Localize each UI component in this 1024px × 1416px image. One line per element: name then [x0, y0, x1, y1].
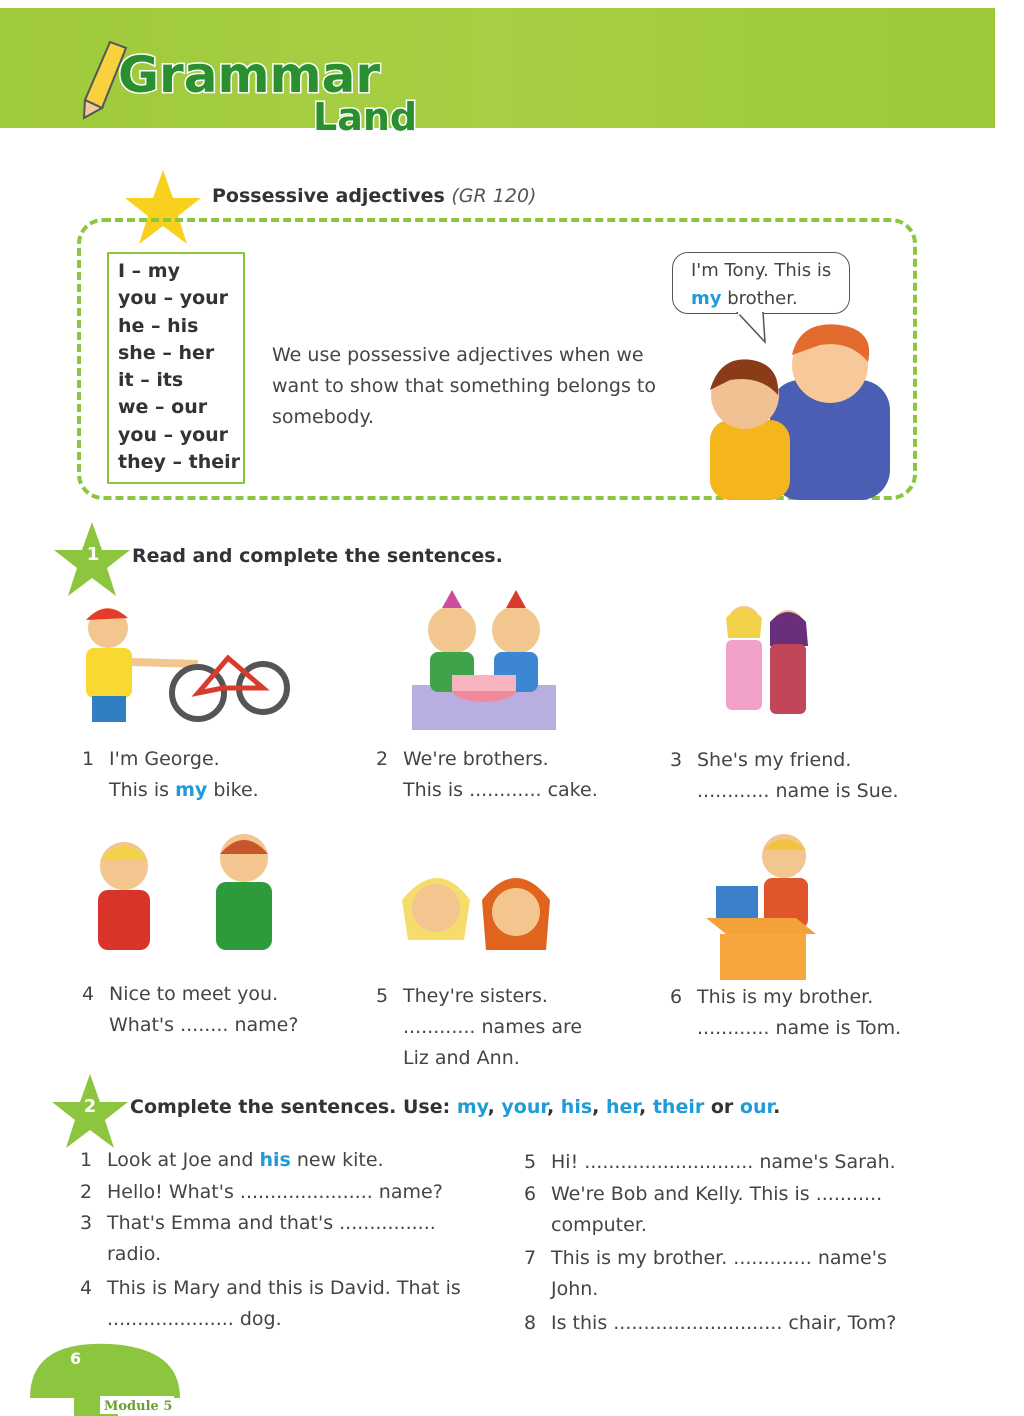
item-line: Nice to meet you. — [109, 983, 279, 1005]
item-number: 3 — [80, 1212, 93, 1234]
instruction-text: Complete the sentences. Use: — [130, 1096, 451, 1118]
item-line: radio. — [107, 1243, 162, 1265]
pronoun-pair: it – its — [118, 369, 184, 392]
item-line: That's Emma and that's ................ — [107, 1212, 436, 1234]
item-number: 4 — [82, 983, 95, 1005]
brothers-cake-picture — [412, 590, 556, 730]
two-boys-greeting-picture — [84, 826, 304, 954]
george-bike-picture — [78, 598, 290, 726]
ex1-item-5 — [376, 981, 646, 1074]
pronoun-pair: you – your — [118, 287, 229, 310]
item-line: ..................... dog. — [107, 1308, 282, 1330]
page-number: 6 — [70, 1349, 82, 1368]
item-line-end: bike. — [213, 779, 259, 801]
word-option: our — [739, 1096, 774, 1118]
word-option: my — [456, 1096, 488, 1118]
item-line: They're sisters. — [403, 985, 548, 1007]
pronoun-pair: we – our — [118, 396, 208, 419]
ex2-item-8 — [524, 1308, 924, 1339]
item-line: Is this ............................ chair, Tom? — [551, 1312, 897, 1334]
grammar-ref: (GR 120) — [451, 185, 537, 207]
pronoun-pair: he – his — [118, 314, 199, 337]
item-line: Liz and Ann. — [403, 1047, 520, 1069]
ex1-item-1 — [82, 744, 342, 806]
logo-title: Grammar — [118, 46, 381, 104]
exercise-1-instruction: Read and complete the sentences. — [132, 545, 503, 567]
item-line: She's my friend. — [697, 749, 852, 771]
item-line: This is — [109, 779, 170, 801]
pronoun-pair: I – my — [118, 260, 180, 282]
boys-illustration — [700, 320, 910, 500]
item-line: ............ name is Tom. — [697, 1017, 902, 1039]
item-number: 6 — [670, 986, 683, 1008]
page-badge — [30, 1340, 190, 1416]
item-line: ............ name is Sue. — [697, 780, 899, 802]
item-number: 7 — [524, 1247, 537, 1269]
item-line: We're brothers. — [403, 748, 549, 770]
item-line: Hi! ............................ name's Sarah. — [551, 1151, 896, 1173]
bubble-highlight: my — [691, 288, 722, 309]
speech-bubble — [672, 252, 850, 314]
item-line: This is my brother. — [697, 986, 874, 1008]
ex1-item-6 — [670, 982, 930, 1044]
logo-subtitle: Land — [313, 95, 418, 139]
ex2-item-7 — [524, 1243, 924, 1305]
item-line: This is my brother. ............. name's — [551, 1247, 887, 1269]
tom-computer-picture — [706, 822, 830, 982]
item-number: 1 — [80, 1149, 93, 1171]
girls-friends-picture — [716, 598, 816, 724]
ex2-item-6 — [524, 1179, 924, 1241]
pronoun-pair: you – your — [118, 423, 229, 446]
item-number: 1 — [82, 748, 95, 770]
answer-highlight: his — [259, 1149, 291, 1171]
ex2-item-1 — [80, 1145, 500, 1176]
answer-highlight: my — [175, 779, 208, 801]
item-number: 2 — [376, 748, 389, 770]
item-line: computer. — [551, 1214, 647, 1236]
grammar-heading — [212, 185, 536, 207]
item-line: Look at Joe and — [107, 1149, 254, 1171]
item-line: Hello! What's ...................... name? — [107, 1181, 443, 1203]
item-line: This is ............ cake. — [403, 779, 598, 801]
item-number: 4 — [80, 1277, 93, 1299]
item-number: 8 — [524, 1312, 537, 1334]
item-number: 5 — [376, 985, 389, 1007]
rule-text: We use possessive adjectives when we want to show that something belongs to somebody. — [272, 344, 656, 428]
ex2-item-4 — [80, 1273, 500, 1335]
ex2-item-5 — [524, 1147, 924, 1178]
item-number: 6 — [524, 1183, 537, 1205]
pronoun-pair: they – their — [118, 451, 240, 474]
sisters-picture — [398, 860, 554, 950]
pronoun-pair: she – her — [118, 341, 215, 364]
word-option: their — [652, 1096, 705, 1118]
exercise-1-number: 1 — [86, 544, 100, 565]
item-line: I'm George. — [109, 748, 220, 770]
item-line: John. — [551, 1278, 599, 1300]
module-label: Module 5 — [104, 1399, 173, 1414]
word-option: her — [606, 1096, 639, 1118]
bubble-text: I'm Tony. This is — [691, 260, 832, 281]
bubble-text-end: brother. — [727, 288, 798, 309]
ex2-item-3 — [80, 1208, 500, 1270]
item-number: 3 — [670, 749, 683, 771]
exercise-2-number: 2 — [83, 1096, 97, 1117]
exercise-2-instruction: Complete the sentences. Use: my, your, his, her, their or our. — [130, 1096, 781, 1118]
ex1-item-2 — [376, 744, 646, 806]
or-text: or — [710, 1096, 734, 1118]
ex1-item-4 — [82, 979, 342, 1041]
grammar-title: Possessive adjectives — [212, 185, 445, 207]
grammar-land-logo — [80, 30, 460, 140]
pronoun-pairs-box — [107, 252, 245, 484]
word-option: your — [501, 1096, 547, 1118]
item-line-end: new kite. — [296, 1149, 384, 1171]
ex2-item-2 — [80, 1177, 500, 1208]
item-number: 2 — [80, 1181, 93, 1203]
item-line: What's ........ name? — [109, 1014, 299, 1036]
item-line: This is Mary and this is David. That is — [107, 1277, 461, 1299]
item-number: 5 — [524, 1151, 537, 1173]
item-line: We're Bob and Kelly. This is ........... — [551, 1183, 883, 1205]
ex1-item-3 — [670, 745, 930, 807]
word-option: his — [560, 1096, 593, 1118]
item-line: ............ names are — [403, 1016, 583, 1038]
